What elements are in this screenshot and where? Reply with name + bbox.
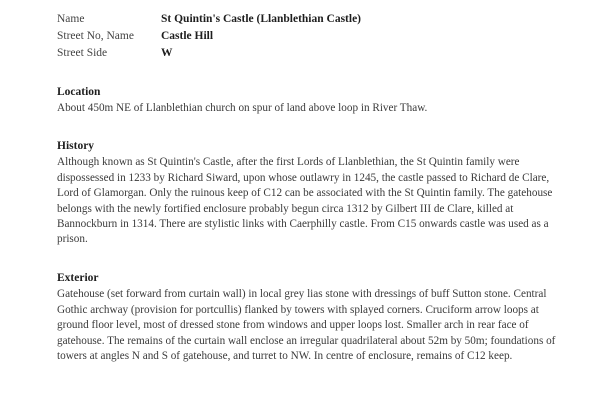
field-name [57, 11, 361, 28]
history-text: Although known as St Quintin's Castle, after the first Lords of Llanblethian, the St Quintin family were dispossessed in 1233 by Richard Siward, upon whose outlawry in 1245, the castle passed to Richard de Clare, Lord of Glamorgan. Only the ruinous keep of C12 can be associated with the St Quintin family. The gatehouse belongs with the newly fortified enclosure probably begun circa 1312 by Gilbert III de Clare, killed at Bannockburn in 1314. There are stylistic links with Caerphilly castle. From C15 onwards castle was used as a prison. [57, 156, 553, 246]
location-section [57, 85, 557, 117]
field-label: Street No, Name [57, 30, 134, 42]
location-text: About 450m NE of Llanblethian church on spur of land above loop in River Thaw. [57, 102, 428, 115]
field-value: St Quintin's Castle (Llanblethian Castle) [161, 13, 361, 25]
field-street-side [57, 45, 361, 62]
exterior-heading: Exterior [57, 272, 99, 284]
field-value: W [161, 47, 173, 59]
history-heading: History [57, 140, 95, 152]
field-label: Name [57, 13, 85, 25]
field-street [57, 28, 361, 45]
exterior-text: Gatehouse (set forward from curtain wall) in local grey lias stone with dressings of buff Sutton stone. Central Gothic archway (provision for portcullis) flanked by towers with splayed corners. Cruciform arrow loops at ground floor level, most of dressed stone from windows and upper loops lost. Smaller arch in rear face of gatehouse. The remains of the curtain wall enclose an irregular quadrilateral about 52m by 50m; foundations of towers at angles N and S of gatehouse, and turret to NW. In centre of enclosure, remains of C12 keep. [57, 288, 556, 363]
history-section [57, 139, 557, 248]
field-value: Castle Hill [161, 30, 214, 42]
field-label: Street Side [57, 47, 108, 59]
exterior-section [57, 271, 557, 364]
location-heading: Location [57, 86, 101, 98]
record-fields [57, 11, 361, 62]
